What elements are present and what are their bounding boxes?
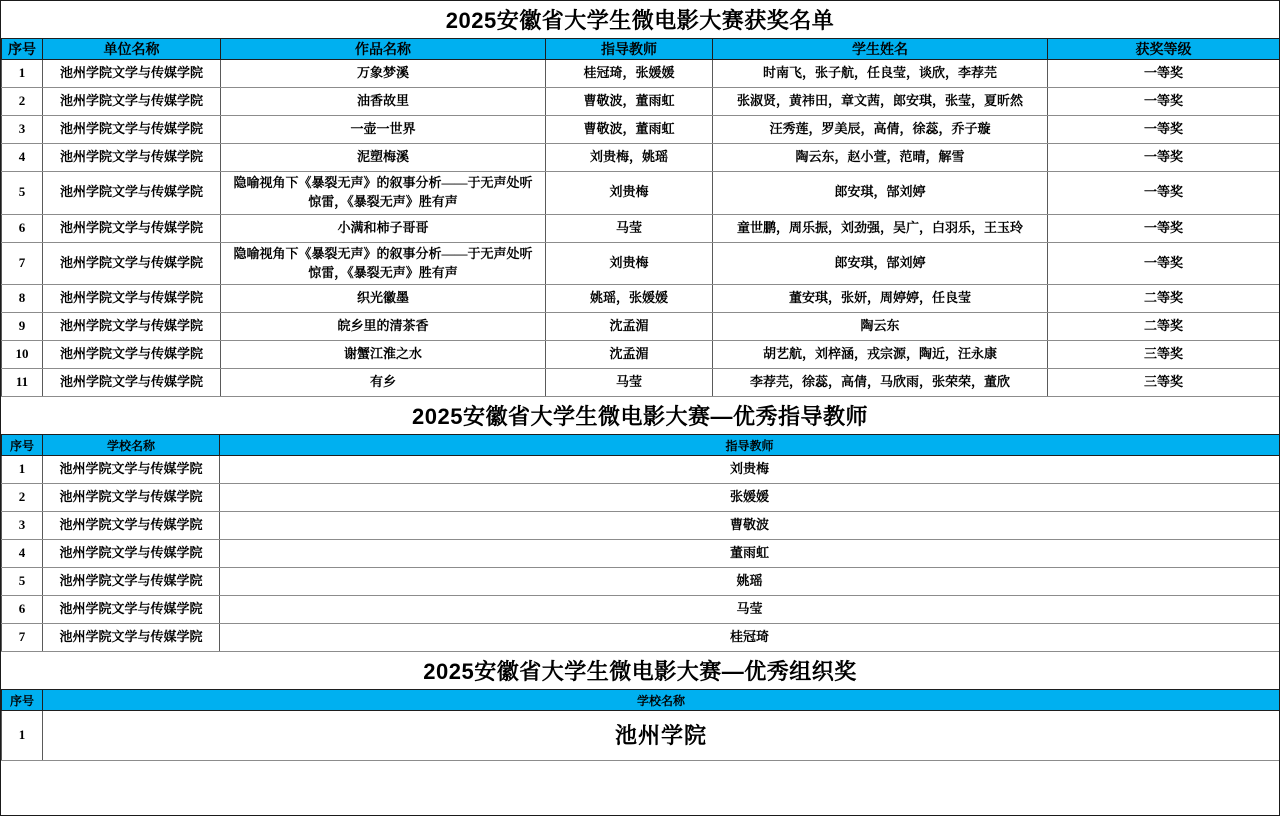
data-cell: 张淑贤，黄祎田，章文茜，郎安琪，张莹，夏昕然 bbox=[713, 88, 1048, 116]
data-cell: 有乡 bbox=[221, 369, 546, 397]
table-row bbox=[2, 568, 1280, 596]
row-number-cell: 8 bbox=[2, 285, 43, 313]
data-cell: 姚瑶 bbox=[220, 568, 1280, 596]
data-cell: 谢蟹江淮之水 bbox=[221, 341, 546, 369]
data-cell: 曹敬波 bbox=[220, 512, 1280, 540]
row-number-cell: 7 bbox=[2, 624, 43, 652]
data-cell: 陶云东 bbox=[713, 313, 1048, 341]
table-row bbox=[2, 596, 1280, 624]
data-cell: 沈孟湄 bbox=[546, 341, 713, 369]
data-cell: 刘贵梅 bbox=[546, 242, 713, 285]
table-row bbox=[2, 285, 1280, 313]
awards-table bbox=[1, 38, 1280, 397]
data-cell: 刘贵梅，姚瑶 bbox=[546, 144, 713, 172]
data-cell: 马莹 bbox=[220, 596, 1280, 624]
data-cell: 李荐芫，徐蕊，高倩，马欣雨，张荣荣，董欣 bbox=[713, 369, 1048, 397]
row-number-cell: 3 bbox=[2, 116, 43, 144]
data-cell: 池州学院文学与传媒学院 bbox=[43, 512, 220, 540]
row-number-cell: 6 bbox=[2, 596, 43, 624]
table-row bbox=[2, 711, 1280, 761]
table-row bbox=[2, 172, 1280, 215]
column-header: 学校名称 bbox=[43, 690, 1280, 711]
data-cell: 池州学院文学与传媒学院 bbox=[43, 214, 221, 242]
column-header: 指导教师 bbox=[546, 39, 713, 60]
data-cell: 郎安琪，郜刘婷 bbox=[713, 242, 1048, 285]
data-cell: 泥塑梅溪 bbox=[221, 144, 546, 172]
row-number-cell: 1 bbox=[2, 60, 43, 88]
data-cell: 一等奖 bbox=[1048, 116, 1280, 144]
column-header: 学校名称 bbox=[43, 435, 220, 456]
column-header: 序号 bbox=[2, 435, 43, 456]
data-cell: 池州学院文学与传媒学院 bbox=[43, 596, 220, 624]
data-cell: 池州学院文学与传媒学院 bbox=[43, 116, 221, 144]
data-cell: 皖乡里的清茶香 bbox=[221, 313, 546, 341]
data-cell: 池州学院文学与传媒学院 bbox=[43, 568, 220, 596]
data-cell: 一壶一世界 bbox=[221, 116, 546, 144]
data-cell: 马莹 bbox=[546, 369, 713, 397]
data-cell: 二等奖 bbox=[1048, 313, 1280, 341]
row-number-cell: 5 bbox=[2, 172, 43, 215]
data-cell: 小满和柿子哥哥 bbox=[221, 214, 546, 242]
data-cell: 沈孟湄 bbox=[546, 313, 713, 341]
data-cell: 董安琪，张妍，周婷婷，任良莹 bbox=[713, 285, 1048, 313]
row-number-cell: 11 bbox=[2, 369, 43, 397]
data-cell: 池州学院文学与传媒学院 bbox=[43, 172, 221, 215]
awards-header-row bbox=[2, 39, 1280, 60]
row-number-cell: 9 bbox=[2, 313, 43, 341]
data-cell: 池州学院 bbox=[43, 711, 1280, 761]
data-cell: 池州学院文学与传媒学院 bbox=[43, 369, 221, 397]
organization-table-title: 2025安徽省大学生微电影大赛—优秀组织奖 bbox=[423, 659, 857, 685]
data-cell: 胡艺航，刘梓涵，戎宗源，陶近，汪永康 bbox=[713, 341, 1048, 369]
data-cell: 刘贵梅 bbox=[220, 456, 1280, 484]
row-number-cell: 2 bbox=[2, 484, 43, 512]
data-cell: 一等奖 bbox=[1048, 214, 1280, 242]
row-number-cell: 7 bbox=[2, 242, 43, 285]
data-cell: 马莹 bbox=[546, 214, 713, 242]
teachers-table bbox=[1, 434, 1280, 652]
data-cell: 池州学院文学与传媒学院 bbox=[43, 484, 220, 512]
data-cell: 桂冠琦，张媛媛 bbox=[546, 60, 713, 88]
data-cell: 三等奖 bbox=[1048, 369, 1280, 397]
row-number-cell: 10 bbox=[2, 341, 43, 369]
column-header: 指导教师 bbox=[220, 435, 1280, 456]
awards-table-title: 2025安徽省大学生微电影大赛获奖名单 bbox=[445, 8, 835, 33]
table-row bbox=[2, 456, 1280, 484]
data-cell: 池州学院文学与传媒学院 bbox=[43, 341, 221, 369]
row-number-cell: 6 bbox=[2, 214, 43, 242]
data-cell: 童世鹏，周乐振，刘劲强，吴广，白羽乐，王玉玲 bbox=[713, 214, 1048, 242]
section-excellent-teachers bbox=[1, 397, 1279, 652]
table-row bbox=[2, 484, 1280, 512]
data-cell: 一等奖 bbox=[1048, 172, 1280, 215]
data-cell: 二等奖 bbox=[1048, 285, 1280, 313]
data-cell: 池州学院文学与传媒学院 bbox=[43, 242, 221, 285]
data-cell: 隐喻视角下《暴裂无声》的叙事分析——于无声处听惊雷，《暴裂无声》胜有声 bbox=[221, 242, 546, 285]
table-row bbox=[2, 624, 1280, 652]
data-cell: 油香故里 bbox=[221, 88, 546, 116]
section-awards bbox=[1, 1, 1279, 397]
data-cell: 曹敬波，董雨虹 bbox=[546, 116, 713, 144]
data-cell: 张媛媛 bbox=[220, 484, 1280, 512]
data-cell: 一等奖 bbox=[1048, 60, 1280, 88]
column-header: 获奖等级 bbox=[1048, 39, 1280, 60]
table-row bbox=[2, 116, 1280, 144]
data-cell: 池州学院文学与传媒学院 bbox=[43, 456, 220, 484]
data-cell: 董雨虹 bbox=[220, 540, 1280, 568]
column-header: 作品名称 bbox=[221, 39, 546, 60]
table-row bbox=[2, 540, 1280, 568]
data-cell: 刘贵梅 bbox=[546, 172, 713, 215]
section-organization-award bbox=[1, 652, 1279, 761]
table-row bbox=[2, 144, 1280, 172]
row-number-cell: 4 bbox=[2, 144, 43, 172]
data-cell: 隐喻视角下《暴裂无声》的叙事分析——于无声处听惊雷，《暴裂无声》胜有声 bbox=[221, 172, 546, 215]
row-number-cell: 4 bbox=[2, 540, 43, 568]
table-row bbox=[2, 341, 1280, 369]
data-cell: 池州学院文学与传媒学院 bbox=[43, 144, 221, 172]
organization-table bbox=[1, 689, 1280, 761]
table-row bbox=[2, 60, 1280, 88]
table-row bbox=[2, 242, 1280, 285]
data-cell: 池州学院文学与传媒学院 bbox=[43, 285, 221, 313]
data-cell: 汪秀莲，罗美辰，高倩，徐蕊，乔子璇 bbox=[713, 116, 1048, 144]
row-number-cell: 1 bbox=[2, 711, 43, 761]
table-row bbox=[2, 512, 1280, 540]
table-row bbox=[2, 313, 1280, 341]
data-cell: 一等奖 bbox=[1048, 242, 1280, 285]
data-cell: 时南飞，张子航，任良莹，谈欣，李荐芫 bbox=[713, 60, 1048, 88]
data-cell: 桂冠琦 bbox=[220, 624, 1280, 652]
data-cell: 一等奖 bbox=[1048, 144, 1280, 172]
data-cell: 池州学院文学与传媒学院 bbox=[43, 624, 220, 652]
data-cell: 织光徽墨 bbox=[221, 285, 546, 313]
data-cell: 姚瑶，张媛媛 bbox=[546, 285, 713, 313]
table-row bbox=[2, 88, 1280, 116]
table-row bbox=[2, 369, 1280, 397]
data-cell: 池州学院文学与传媒学院 bbox=[43, 60, 221, 88]
data-cell: 池州学院文学与传媒学院 bbox=[43, 88, 221, 116]
teachers-table-title: 2025安徽省大学生微电影大赛—优秀指导教师 bbox=[412, 404, 868, 430]
data-cell: 三等奖 bbox=[1048, 341, 1280, 369]
row-number-cell: 3 bbox=[2, 512, 43, 540]
data-cell: 陶云东，赵小萱，范晴，解雪 bbox=[713, 144, 1048, 172]
teachers-header-row bbox=[2, 435, 1280, 456]
row-number-cell: 1 bbox=[2, 456, 43, 484]
column-header: 学生姓名 bbox=[713, 39, 1048, 60]
table-row bbox=[2, 214, 1280, 242]
column-header: 序号 bbox=[2, 690, 43, 711]
data-cell: 池州学院文学与传媒学院 bbox=[43, 313, 221, 341]
data-cell: 一等奖 bbox=[1048, 88, 1280, 116]
row-number-cell: 2 bbox=[2, 88, 43, 116]
data-cell: 曹敬波，董雨虹 bbox=[546, 88, 713, 116]
data-cell: 万象梦溪 bbox=[221, 60, 546, 88]
data-cell: 郎安琪，郜刘婷 bbox=[713, 172, 1048, 215]
column-header: 单位名称 bbox=[43, 39, 221, 60]
row-number-cell: 5 bbox=[2, 568, 43, 596]
organization-header-row bbox=[2, 690, 1280, 711]
data-cell: 池州学院文学与传媒学院 bbox=[43, 540, 220, 568]
column-header: 序号 bbox=[2, 39, 43, 60]
